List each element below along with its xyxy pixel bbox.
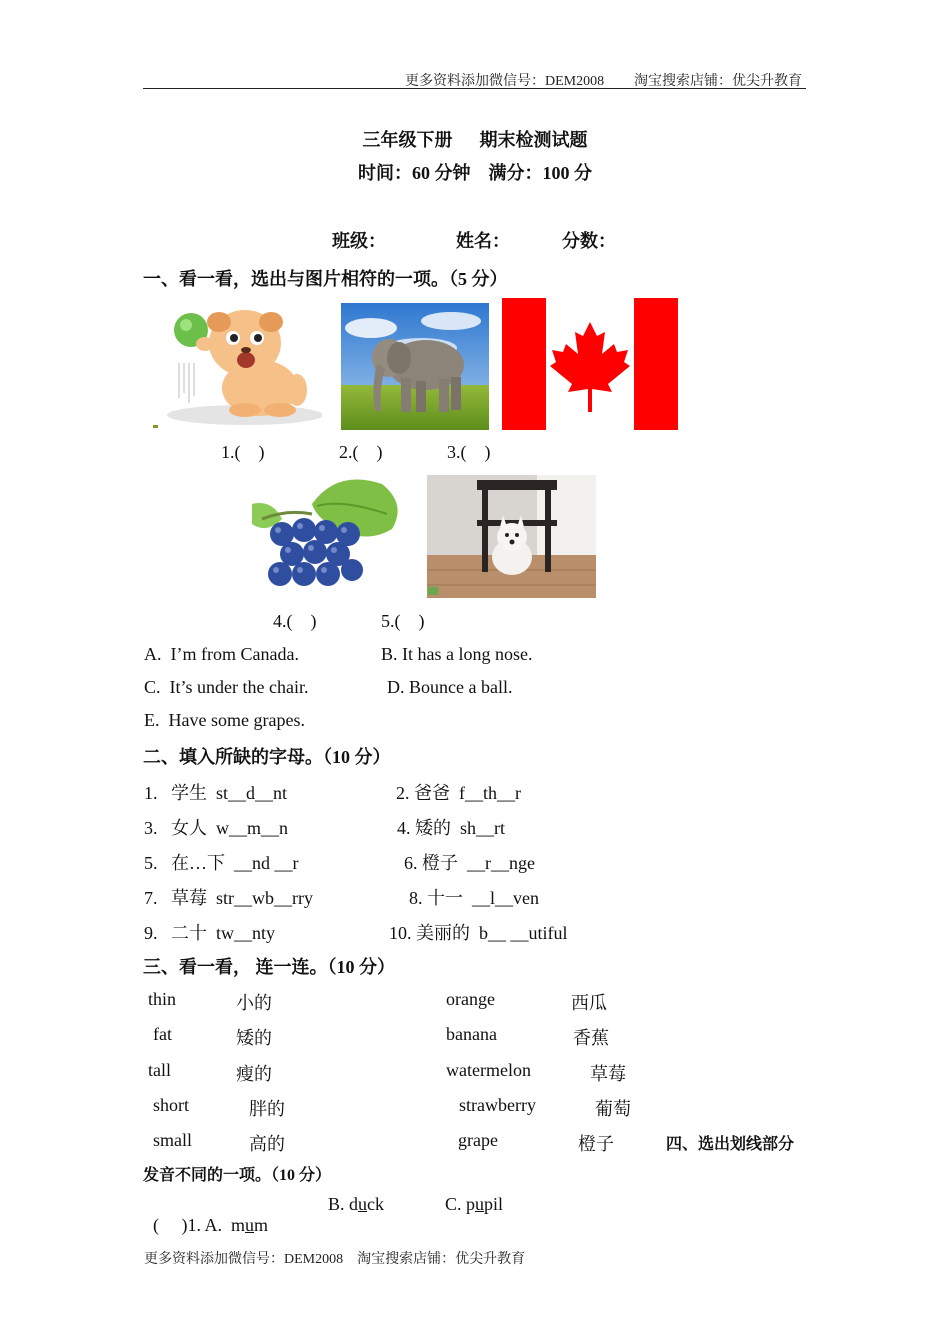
picture-label-5: 5.( ) bbox=[381, 611, 425, 631]
underlined-letter: u bbox=[358, 1194, 368, 1214]
match-left-en: short bbox=[153, 1095, 189, 1115]
canada-flag-picture bbox=[502, 298, 678, 430]
dog-ball-picture bbox=[165, 298, 322, 430]
page-subtitle: 时间：60 分钟 满分：100 分 bbox=[358, 163, 592, 183]
page-title: 三年级下册 期末检测试题 bbox=[362, 130, 588, 150]
dog-under-chair-picture bbox=[427, 475, 596, 598]
name-label: 姓名： bbox=[456, 231, 510, 251]
question-1-option-b: B. duck bbox=[328, 1194, 385, 1214]
fill-item-2: 2. 爸爸 f__th__r bbox=[396, 783, 521, 803]
match-left-en: tall bbox=[148, 1060, 171, 1080]
match-left-zh: 瘦的 bbox=[236, 1064, 272, 1084]
option-e: E. Have some grapes. bbox=[144, 710, 305, 730]
underlined-letter: u bbox=[245, 1215, 255, 1235]
option-a: A. I’m from Canada. bbox=[144, 644, 299, 664]
footer-text: 更多资料添加微信号：DEM2008 淘宝搜索店铺：优尖升教育 bbox=[144, 1252, 526, 1267]
class-label: 班级： bbox=[332, 231, 386, 251]
fill-item-3: 3. 女人 w__m__n bbox=[144, 818, 288, 838]
picture-label-1: 1.( ) bbox=[221, 442, 265, 462]
match-left-zh: 胖的 bbox=[249, 1099, 285, 1119]
option-d: D. Bounce a ball. bbox=[387, 677, 513, 697]
underlined-letter: u bbox=[475, 1194, 485, 1214]
option-c: C. It’s under the chair. bbox=[144, 677, 309, 697]
question-number: 1. A. m bbox=[187, 1215, 246, 1235]
match-right-zh: 西瓜 bbox=[571, 993, 607, 1013]
question-1: ( )1. A. mum bbox=[153, 1215, 269, 1235]
match-right-zh: 橙子 bbox=[578, 1134, 614, 1154]
section1-heading: 一、看一看，选出与图片相符的一项。（5 分） bbox=[143, 269, 508, 289]
section4-heading-part1: 四、选出划线部分 bbox=[666, 1136, 795, 1153]
elephant-picture bbox=[341, 303, 489, 430]
section2-heading: 二、填入所缺的字母。（10 分） bbox=[143, 747, 391, 767]
match-left-zh: 矮的 bbox=[236, 1028, 272, 1048]
match-right-en: banana bbox=[446, 1024, 497, 1044]
picture-label-3: 3.( ) bbox=[447, 442, 491, 462]
match-left-en: thin bbox=[148, 989, 177, 1009]
match-right-zh: 葡萄 bbox=[595, 1099, 631, 1119]
fill-item-4: 4. 矮的 sh__rt bbox=[397, 818, 505, 838]
fill-item-5: 5. 在…下 __nd __r bbox=[144, 853, 299, 873]
image-mark bbox=[153, 425, 158, 428]
fill-item-10: 10. 美丽的 b__ __utiful bbox=[389, 923, 568, 943]
fill-item-7: 7. 草莓 str__wb__rry bbox=[144, 888, 313, 908]
section4-heading-part2: 发音不同的一项。（10 分） bbox=[143, 1167, 332, 1184]
match-right-en: grape bbox=[458, 1130, 498, 1150]
picture-label-2: 2.( ) bbox=[339, 442, 383, 462]
match-left-zh: 小的 bbox=[236, 993, 272, 1013]
fill-item-6: 6. 橙子 __r__nge bbox=[404, 853, 535, 873]
fill-item-8: 8. 十一 __l__ven bbox=[409, 888, 539, 908]
header-wechat: 更多资料添加微信号：DEM2008 bbox=[405, 74, 605, 89]
match-right-en: orange bbox=[446, 989, 495, 1009]
question-1-option-c: C. pupil bbox=[445, 1194, 504, 1214]
match-right-zh: 草莓 bbox=[590, 1064, 626, 1084]
grapes-picture bbox=[242, 474, 412, 598]
fill-item-1: 1. 学生 st__d__nt bbox=[144, 783, 288, 803]
match-right-zh: 香蕉 bbox=[573, 1028, 609, 1048]
answer-blank[interactable]: ( ) bbox=[153, 1215, 188, 1235]
fill-item-9: 9. 二十 tw__nty bbox=[144, 923, 276, 943]
match-right-en: watermelon bbox=[446, 1060, 531, 1080]
match-left-zh: 高的 bbox=[249, 1134, 285, 1154]
picture-label-4: 4.( ) bbox=[273, 611, 317, 631]
match-right-en: strawberry bbox=[459, 1095, 536, 1115]
header-shop: 淘宝搜索店铺：优尖升教育 bbox=[634, 74, 802, 89]
section3-heading: 三、看一看， 连一连。（10 分） bbox=[143, 957, 395, 977]
match-left-en: small bbox=[153, 1130, 192, 1150]
option-b: B. It has a long nose. bbox=[381, 644, 533, 664]
score-label: 分数： bbox=[562, 231, 616, 251]
match-left-en: fat bbox=[153, 1024, 172, 1044]
header-rule bbox=[143, 88, 806, 89]
